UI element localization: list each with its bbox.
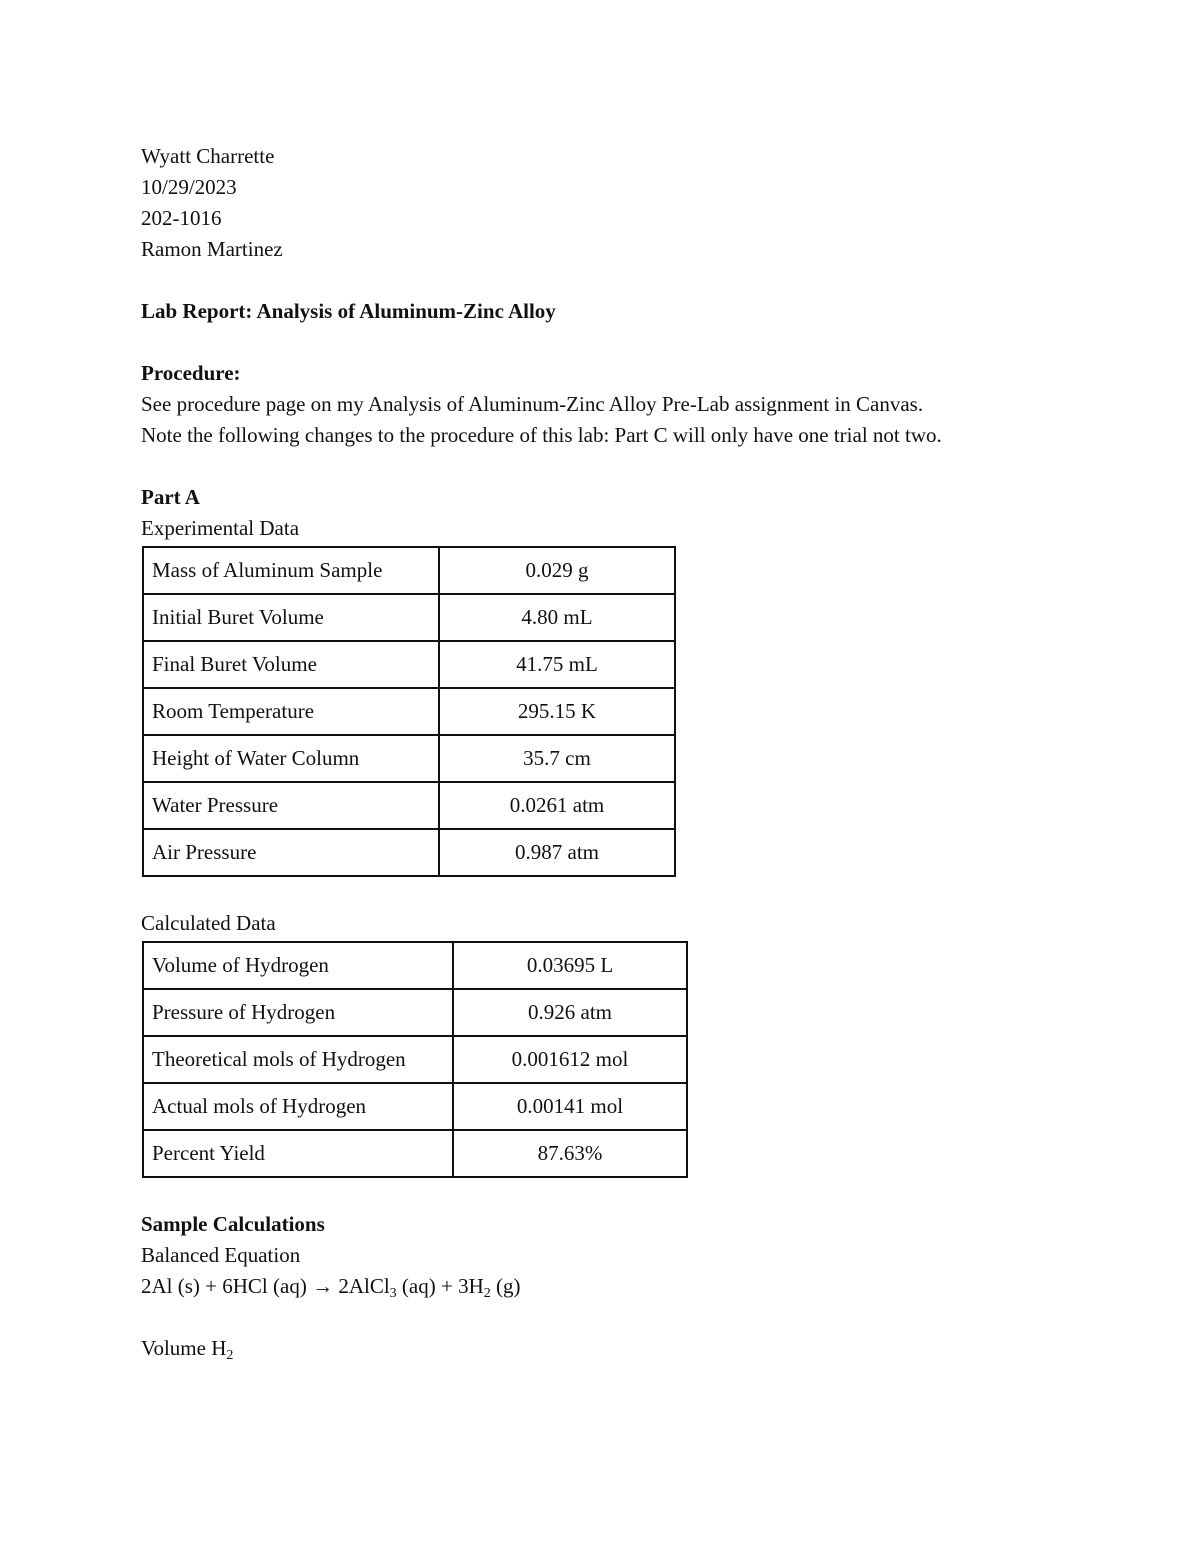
procedure-heading: Procedure: [141, 361, 241, 385]
balanced-equation-caption: Balanced Equation [141, 1243, 301, 1267]
equation-part: (g) [490, 1274, 521, 1298]
row-value: 0.926 atm [453, 989, 687, 1036]
procedure-text-2: Note the following changes to the procedure of this lab: Part C will only have one trial not two. [141, 423, 942, 447]
table-row [143, 989, 687, 1036]
calculated-data-caption: Calculated Data [141, 911, 276, 935]
calculated-data-table [142, 941, 688, 1178]
row-value: 295.15 K [439, 688, 675, 735]
course-section: 202-1016 [141, 206, 222, 230]
equation-subscript: 2 [483, 1286, 491, 1301]
table-row [143, 1083, 687, 1130]
table-row [143, 641, 675, 688]
row-value: 4.80 mL [439, 594, 675, 641]
row-value: 87.63% [453, 1130, 687, 1177]
part-a-heading: Part A [141, 485, 200, 509]
author-name: Wyatt Charrette [141, 144, 275, 168]
report-title: Lab Report: Analysis of Aluminum-Zinc Alloy [141, 299, 556, 323]
row-label: Percent Yield [143, 1130, 453, 1177]
row-label: Initial Buret Volume [143, 594, 439, 641]
table-row [143, 735, 675, 782]
volume-h2-label [141, 1333, 1101, 1364]
table-row [143, 1036, 687, 1083]
row-value: 0.987 atm [439, 829, 675, 876]
row-value: 0.029 g [439, 547, 675, 594]
balanced-equation [141, 1271, 1101, 1302]
report-date: 10/29/2023 [141, 175, 237, 199]
row-label: Volume of Hydrogen [143, 942, 453, 989]
experimental-data-caption: Experimental Data [141, 516, 300, 540]
equation-part: (aq) + 3H [396, 1274, 484, 1298]
equation-part: 2Al (s) + 6HCl (aq) → 2AlCl [141, 1274, 390, 1298]
table-row [143, 829, 675, 876]
volume-label-subscript: 2 [226, 1348, 234, 1363]
table-row [143, 688, 675, 735]
row-value: 0.001612 mol [453, 1036, 687, 1083]
row-label: Mass of Aluminum Sample [143, 547, 439, 594]
row-value: 0.03695 L [453, 942, 687, 989]
experimental-data-table [142, 546, 676, 877]
row-label: Actual mols of Hydrogen [143, 1083, 453, 1130]
row-label: Theoretical mols of Hydrogen [143, 1036, 453, 1083]
row-label: Water Pressure [143, 782, 439, 829]
row-label: Pressure of Hydrogen [143, 989, 453, 1036]
row-label: Room Temperature [143, 688, 439, 735]
document-body [141, 141, 1101, 1364]
table-row [143, 1130, 687, 1177]
table-row [143, 547, 675, 594]
row-value: 0.0261 atm [439, 782, 675, 829]
table-row [143, 594, 675, 641]
row-value: 35.7 cm [439, 735, 675, 782]
row-value: 41.75 mL [439, 641, 675, 688]
row-value: 0.00141 mol [453, 1083, 687, 1130]
procedure-text-1: See procedure page on my Analysis of Aluminum-Zinc Alloy Pre-Lab assignment in Canvas. [141, 392, 924, 416]
equation-subscript: 3 [389, 1286, 397, 1301]
table-row [143, 782, 675, 829]
volume-label-text: Volume H [141, 1336, 227, 1360]
sample-calculations-heading: Sample Calculations [141, 1212, 325, 1236]
row-label: Air Pressure [143, 829, 439, 876]
table-row [143, 942, 687, 989]
instructor-name: Ramon Martinez [141, 237, 283, 261]
row-label: Height of Water Column [143, 735, 439, 782]
row-label: Final Buret Volume [143, 641, 439, 688]
